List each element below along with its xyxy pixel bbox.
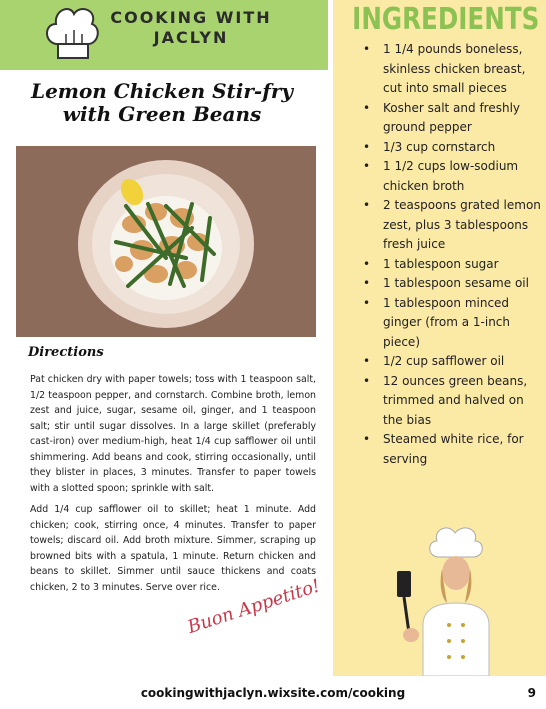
chef-hat-icon xyxy=(40,0,104,64)
ingredient-list xyxy=(363,40,543,469)
directions-paragraph: Pat chicken dry with paper towels; toss with 1 teaspoon salt, 1/2 teaspoon pepper, and cornstarch. Combine broth, lemon zest and juice, sugar, sesame oil, ginger, and 1 teaspoon salt; stir until sugar dissolves. In a large skillet (preferably cast-iron) over medium-high, heat 1/4 cup safflower oil until shimmering. Add beans and cook, stirring occasionally, until they blister in places, 3 minutes. Transfer to paper towels with a slotted spoon; sprinkle with salt. xyxy=(30,374,316,494)
ingredient-item: • 1 1/4 pounds boneless, skinless chicken breast, cut into small pieces xyxy=(363,40,543,99)
ingredient-item: • 1 tablespoon minced ginger (from a 1-inch piece) xyxy=(363,294,543,353)
ingredient-item: • 1 tablespoon sesame oil xyxy=(363,274,543,294)
directions-paragraph: Add 1/4 cup safflower oil to skillet; heat 1 minute. Add chicken; cook, stirring once, 4 minutes. Transfer to paper towels; discard oil. Add broth mixture. Simmer, scraping up browned bits with a spatula, 1 minute. Return chicken and beans to skillet. Simmer until sauce thickens and coats chicken, 2 to 3 minutes. Serve over rice. xyxy=(30,504,316,593)
ingredient-item: • 1 tablespoon sugar xyxy=(363,255,543,275)
footer-url[interactable]: cookingwithjaclyn.wixsite.com/cooking xyxy=(140,686,406,700)
recipe-title: Lemon Chicken Stir-fry with Green Beans xyxy=(31,79,293,126)
brand-title xyxy=(96,8,286,48)
ingredient-item: • 2 teaspoons grated lemon zest, plus 3 tablespoons fresh juice xyxy=(363,196,543,255)
ingredient-item: • Steamed white rice, for serving xyxy=(363,430,543,469)
directions-heading: Directions xyxy=(28,345,104,360)
ingredient-item: • 12 ounces green beans, trimmed and halved on the bias xyxy=(363,372,543,431)
ingredients-heading: INGREDIENTS xyxy=(352,2,540,37)
dish-photo xyxy=(16,146,316,337)
ingredient-item: • 1 1/2 cups low-sodium chicken broth xyxy=(363,157,543,196)
dish-illustration xyxy=(16,146,316,337)
chef-illustration xyxy=(393,525,523,676)
directions-body xyxy=(30,372,316,601)
ingredient-item: • Kosher salt and freshly ground pepper xyxy=(363,99,543,138)
header-banner xyxy=(0,0,328,70)
signoff-text: Buon Appetito! xyxy=(185,575,323,638)
page-number: 9 xyxy=(527,686,536,700)
ingredient-item: • 1/2 cup safflower oil xyxy=(363,352,543,372)
ingredient-item: • 1/3 cup cornstarch xyxy=(363,138,543,158)
brand-line-1: COOKING WITH xyxy=(110,8,272,27)
brand-line-2: JACLYN xyxy=(153,28,229,47)
